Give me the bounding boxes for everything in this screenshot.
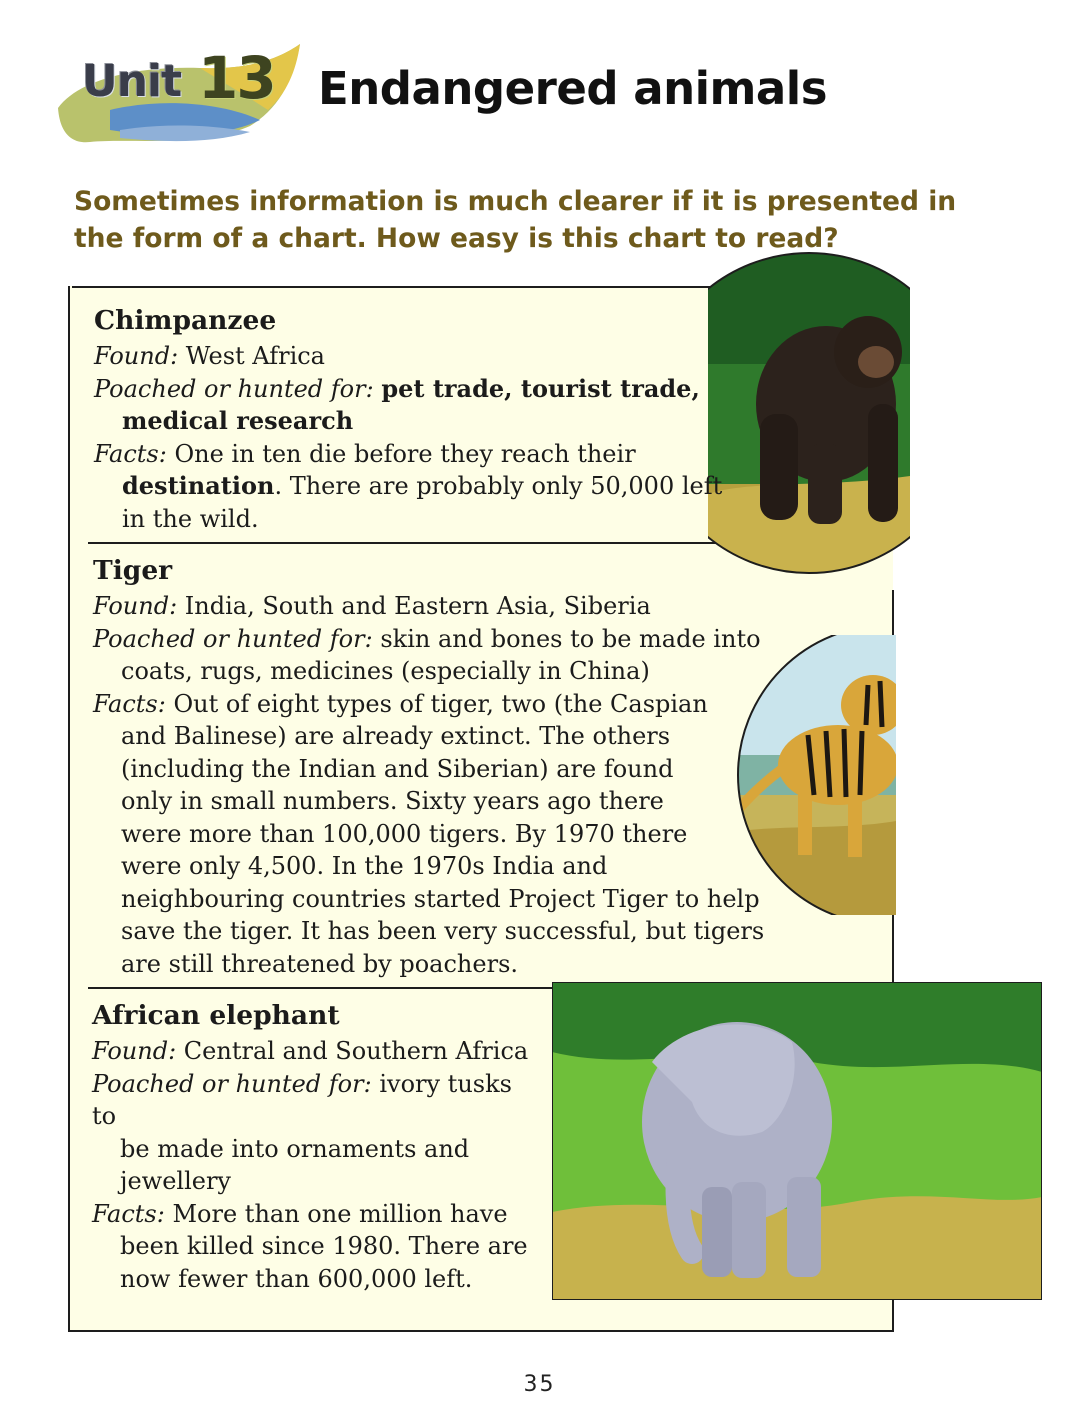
facts-label: Facts:: [94, 439, 167, 468]
tiger-found: [93, 590, 773, 623]
unit-number: 13: [198, 44, 275, 112]
elephant-found: [92, 1035, 542, 1068]
tiger-poached: [93, 623, 773, 656]
tiger-facts-line: are still threatened by poachers.: [121, 949, 519, 978]
tiger-found-value: India, South and Eastern Asia, Siberia: [184, 592, 651, 620]
unit-title: Endangered animals: [318, 62, 828, 115]
tiger-facts-line1: Out of eight types of tiger, two (the Caspian: [173, 689, 708, 718]
poached-label: Poached or hunted for:: [94, 374, 374, 403]
elephant-poached: [92, 1068, 542, 1133]
elephant-poached-line: jewellery: [120, 1167, 231, 1195]
tiger-facts-line: were more than 100,000 tigers. By 1970 there: [121, 819, 688, 848]
tiger-facts-line: save the tiger. It has been very successful, but tigers: [121, 917, 765, 945]
chimpanzee-facts-bold: destination: [122, 471, 275, 500]
chimpanzee-poached-cont: medical research: [122, 406, 354, 435]
poached-label: Poached or hunted for:: [92, 1069, 372, 1098]
elephant-facts-line: now fewer than 600,000 left.: [120, 1264, 473, 1293]
chimpanzee-heading: Chimpanzee: [94, 305, 277, 336]
chimpanzee-facts: [94, 438, 724, 471]
found-label: Found:: [92, 1037, 177, 1065]
tiger-heading: Tiger: [93, 555, 173, 586]
chimpanzee-entry: [94, 304, 724, 535]
tiger-facts-line: neighbouring countries started Project Tiger to help: [121, 884, 760, 913]
chimpanzee-facts-line2-rest: . There are probably only 50,000 left: [274, 472, 723, 500]
divider-tiger-elephant: [88, 987, 553, 989]
found-label: Found:: [93, 592, 178, 620]
chimpanzee-poached: [94, 373, 724, 406]
panel-border-left: [68, 286, 70, 1332]
panel-border-right-lower: [892, 1298, 894, 1332]
poached-label: Poached or hunted for:: [93, 624, 373, 653]
panel-border-bottom: [68, 1330, 893, 1332]
chimpanzee-facts-line2: [94, 470, 724, 503]
chimpanzee-poached-value: pet trade, tourist trade,: [381, 373, 700, 403]
chimpanzee-found-value: West Africa: [185, 342, 325, 370]
elephant-facts: [92, 1198, 542, 1231]
chimpanzee-illustration: [708, 244, 910, 582]
chimpanzee-facts-line3: in the wild.: [122, 504, 259, 533]
elephant-facts-line1: More than one million have: [172, 1199, 508, 1228]
intro-text: Sometimes information is much clearer if it is presented in the form of a chart. How easy is this chart to read?: [74, 186, 957, 254]
elephant-entry: [92, 999, 542, 1295]
tiger-entry: [93, 554, 773, 980]
facts-label: Facts:: [92, 1199, 165, 1228]
divider-chimp-tiger: [88, 542, 768, 544]
tiger-facts-line: only in small numbers. Sixty years ago there: [121, 787, 664, 815]
facts-label: Facts:: [93, 689, 166, 718]
chimpanzee-facts-line1: One in ten die before they reach their: [174, 439, 636, 468]
found-label: Found:: [94, 342, 179, 370]
elephant-poached-line: be made into ornaments and: [120, 1134, 470, 1163]
elephant-poached-value: ivory tusks to: [92, 1069, 512, 1130]
tiger-poached-cont: coats, rugs, medicines (especially in China): [121, 657, 650, 685]
chimpanzee-found: [94, 340, 724, 373]
african-elephant-illustration: [552, 982, 1042, 1300]
elephant-heading: African elephant: [92, 1000, 340, 1031]
tiger-facts: [93, 688, 773, 721]
tiger-facts-line: were only 4,500. In the 1970s India and: [121, 852, 608, 880]
tiger-poached-value: skin and bones to be made into: [380, 624, 761, 653]
elephant-facts-line: been killed since 1980. There are: [120, 1232, 528, 1260]
panel-border-top: [72, 286, 792, 288]
page-number: 35: [523, 1372, 556, 1397]
elephant-found-value: Central and Southern Africa: [183, 1037, 529, 1065]
tiger-facts-line: and Balinese) are already extinct. The others: [121, 722, 671, 750]
tiger-facts-line: (including the Indian and Siberian) are found: [121, 754, 674, 783]
unit-label: Unit: [82, 56, 182, 107]
